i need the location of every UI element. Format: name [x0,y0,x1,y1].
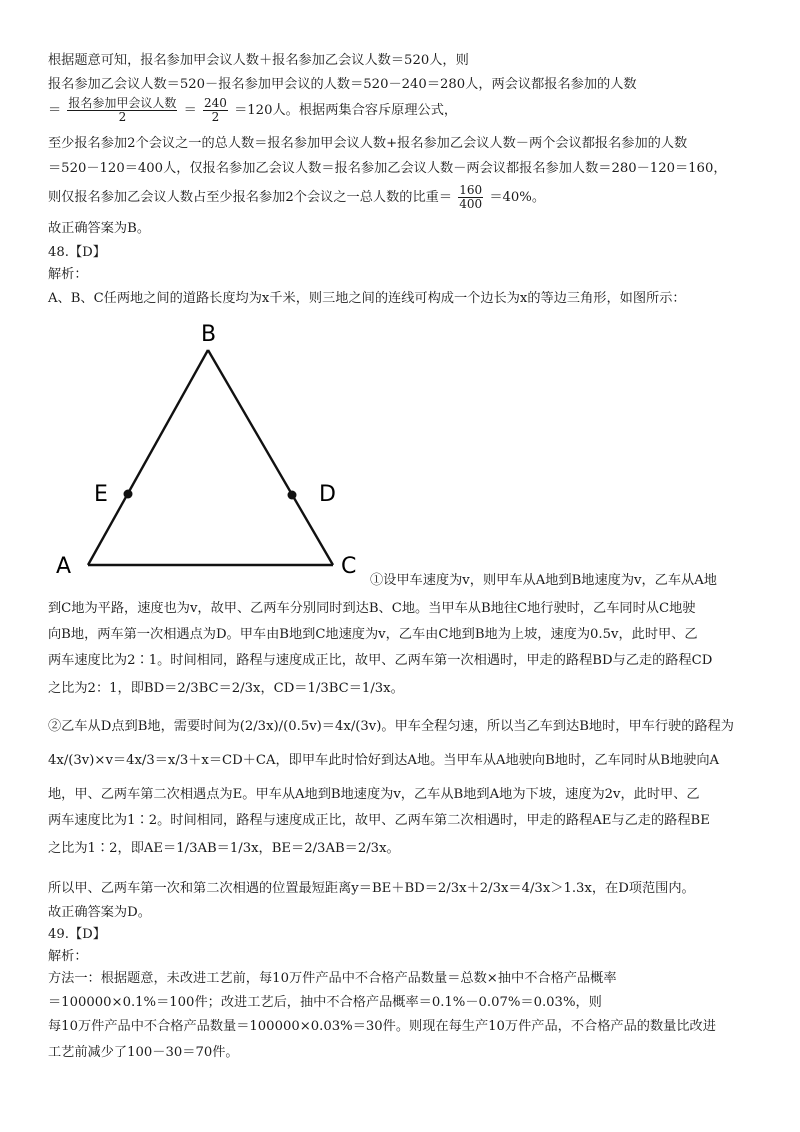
text-line: 根据题意可知，报名参加甲会议人数＋报名参加乙会议人数＝520人，则 [48,53,469,68]
text-line: 地，甲、乙两车第二次相遇点为E。甲车从A地到B地速度为v，乙车从B地到A地为下坡，速度为2v，此时甲、乙 [48,787,700,802]
text-line: 两车速度比为1∶2。时间相同，路程与速度成正比，故甲、乙两车第二次相遇时，甲走的路程AE与乙走的路程BE [48,813,710,828]
fraction: $\frac{\text{报名参加甲会议人数}}{2}$ [68,96,177,124]
text-line: 方法一：根据题意，未改进工艺前，每10万件产品中不合格产品数量＝总数×抽中不合格产品概率 [48,971,617,986]
point-d [288,491,297,500]
label-b: B [201,322,217,347]
answer-line: 故正确答案为D。 [48,905,151,920]
formula-line: 则仅报名参加乙会议人数占至少报名参加2个会议之一总人数的比重＝ $\frac{160}{400}$ ＝40%。 [48,183,546,211]
text-line: ①设甲车速度为v，则甲车从A地到B地速度为v，乙车从A地 [370,573,717,588]
label-e: E [94,482,108,507]
text-line: 两车速度比为2∶1。时间相同，路程与速度成正比，故甲、乙两车第一次相遇时，甲走的路程BD与乙走的路程CD [48,653,713,668]
text-line: ＝520－120＝400人，仅报名参加乙会议人数＝报名参加乙会议人数－两会议都报名参加人数＝280－120＝160， [48,161,727,176]
formula-line: 之比为1∶2，即AE＝1/3AB＝1/3x，BE＝2/3AB＝2/3x。 [48,841,400,856]
fraction: $\frac{240}{2}$ [204,96,227,124]
triangle-diagram [48,315,368,585]
fraction: $\frac{160}{400}$ [459,183,483,211]
formula-line: ②乙车从D点到B地，需要时间为(2/3x)/(0.5v)＝4x/(3v)。甲车全程匀速，所以当乙车到达B地时，甲车行驶的路程为 [48,719,734,734]
analysis-label: 解析： [48,949,88,964]
formula-line: ＝ $\frac{\text{报名参加甲会议人数}}{2}$ ＝ $\frac{240}{2}$ ＝120人。根据两集合容斥原理公式， [48,96,458,124]
side-bc [208,350,333,565]
formula-line: 所以甲、乙两车第一次和第二次相遇的位置最短距离y＝BE＋BD＝2/3x＋2/3x＝4/3x＞1.3x，在D项范围内。 [48,881,695,896]
question-header: 49.【D】 [48,927,106,942]
point-e [124,490,133,499]
text-line: 至少报名参加2个会议之一的总人数＝报名参加甲会议人数+报名参加乙会议人数－两个会议都报名参加的人数 [48,136,688,151]
text-line: A、B、C任两地之间的道路长度均为x千米，则三地之间的连线可构成一个边长为x的等边三角形，如图所示： [48,291,686,306]
answer-line: 故正确答案为B。 [48,221,151,236]
text-line: ＝100000×0.1%＝100件；改进工艺后，抽中不合格产品概率＝0.1%－0.07%＝0.03%，则 [48,995,602,1010]
formula-line: 4x/(3v)×v＝4x/3＝x/3＋x＝CD＋CA，即甲车此时恰好到达A地。当甲车从A地驶向B地时，乙车同时从B地驶向A [48,753,720,768]
formula-line: 之比为2：1，即BD＝2/3BC＝2/3x，CD＝1/3BC＝1/3x。 [48,681,404,696]
label-d: D [319,482,336,507]
text-line: 每10万件产品中不合格产品数量＝100000×0.03%＝30件。则现在每生产10万件产品，不合格产品的数量比改进 [48,1019,716,1034]
text-line: 到C地为平路，速度也为v，故甲、乙两车分别同时到达B、C地。当甲车从B地往C地行驶时，乙车同时从C地驶 [48,601,696,616]
label-a: A [56,554,72,579]
analysis-label: 解析： [48,267,88,282]
text-line: 向B地，两车第一次相遇点为D。甲车由B地到C地速度为v，乙车由C地到B地为上坡，速度为0.5v，此时甲、乙 [48,627,698,642]
text-line: 工艺前减少了100－30＝70件。 [48,1045,239,1060]
question-header: 48.【D】 [48,245,106,260]
label-c: C [341,554,357,579]
text-line: 报名参加乙会议人数＝520－报名参加甲会议的人数＝520－240＝280人，两会议都报名参加的人数 [48,77,637,92]
side-ab [88,350,208,565]
